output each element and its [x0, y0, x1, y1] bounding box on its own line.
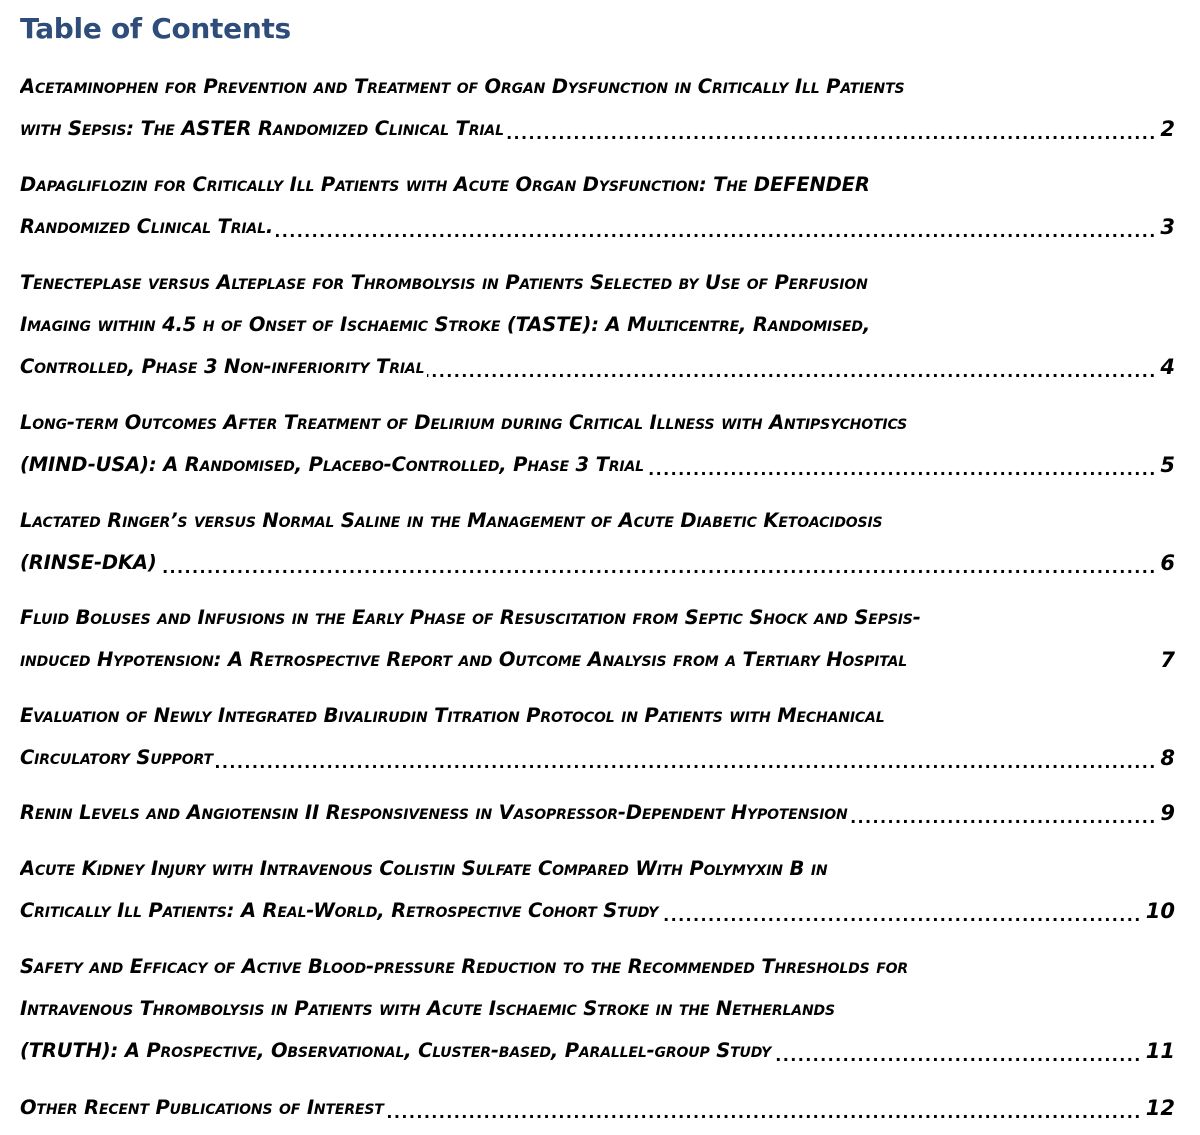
toc-entry-line	[20, 206, 1175, 248]
toc-entry-line	[20, 402, 1175, 444]
toc-entry-text: Renin Levels and Angiotensin II Responsiveness in Vasopressor-Dependent Hypotension	[20, 792, 851, 834]
toc-entry-text: Critically Ill Patients: A Real-World, Retrospective Cohort Study	[20, 890, 661, 932]
toc-entry-text: Fluid Boluses and Infusions in the Early Phase of Resuscitation from Septic Shock and Sepsis-	[20, 597, 924, 639]
page-number: 3	[1155, 206, 1175, 248]
toc-entry-text: Imaging within 4.5 h of Onset of Ischaemic Stroke (TASTE): A Multicentre, Randomised,	[20, 304, 873, 346]
toc-entry-text: Dapagliflozin for Critically Ill Patients with Acute Organ Dysfunction: The DEFENDER	[20, 164, 873, 206]
toc-entry-text: Other Recent Publications of Interest	[20, 1087, 387, 1129]
toc-entry-line	[20, 695, 1175, 737]
page-number: 6	[1155, 542, 1175, 584]
toc-entry-line	[20, 66, 1175, 108]
page-number: 10	[1141, 890, 1175, 932]
toc-entry[interactable]	[20, 1087, 1175, 1129]
toc-entry-line	[20, 1087, 1175, 1129]
toc-entry-text: Randomized Clinical Trial.	[20, 206, 276, 248]
toc-entry[interactable]	[20, 946, 1175, 1072]
page-number: 9	[1155, 792, 1175, 834]
toc-entry-line	[20, 346, 1175, 388]
toc-entry[interactable]	[20, 848, 1175, 932]
toc-entry-line	[20, 988, 1175, 1030]
toc-entry-line	[20, 500, 1175, 542]
toc-entry[interactable]	[20, 792, 1175, 834]
page-number: 8	[1155, 737, 1175, 779]
toc-entry-line	[20, 890, 1175, 932]
toc-entry-line	[20, 946, 1175, 988]
toc-entry-text: Tenecteplase versus Alteplase for Thrombolysis in Patients Selected by Use of Perfusion	[20, 262, 871, 304]
toc-entry-line	[20, 108, 1175, 150]
toc-entry-text: with Sepsis: The ASTER Randomized Clinical Trial	[20, 108, 507, 150]
toc-entry-text: Acute Kidney Injury with Intravenous Colistin Sulfate Compared With Polymyxin B in	[20, 848, 831, 890]
toc-entry-text: Long-term Outcomes After Treatment of Delirium during Critical Illness with Antipsychotics	[20, 402, 910, 444]
toc-entry-text: Lactated Ringer’s versus Normal Saline in the Management of Acute Diabetic Ketoacidosis	[20, 500, 885, 542]
toc-entry-line	[20, 542, 1175, 584]
toc-entry[interactable]	[20, 262, 1175, 388]
page-number: 2	[1155, 108, 1175, 150]
toc-entry-text: Intravenous Thrombolysis in Patients with Acute Ischaemic Stroke in the Netherlands	[20, 988, 838, 1030]
toc-entry[interactable]	[20, 695, 1175, 779]
toc-entry[interactable]	[20, 164, 1175, 248]
toc-entry-line	[20, 792, 1175, 834]
toc-entry-text: induced Hypotension: A Retrospective Report and Outcome Analysis from a Tertiary Hospital	[20, 639, 910, 681]
toc-entry-text: (TRUTH): A Prospective, Observational, Cluster-based, Parallel-group Study	[20, 1030, 774, 1072]
toc-entry-line	[20, 1030, 1175, 1072]
toc-entry-text: (MIND-USA): A Randomised, Placebo-Controlled, Phase 3 Trial	[20, 444, 647, 486]
page-number: 5	[1155, 444, 1175, 486]
toc-entry-line	[20, 444, 1175, 486]
page-number: 7	[1155, 639, 1175, 681]
toc-entry-text: (RINSE-DKA)	[20, 542, 160, 584]
toc-entry[interactable]	[20, 597, 1175, 681]
toc-entry-text: Controlled, Phase 3 Non-inferiority Trial	[20, 346, 427, 388]
toc-entry-line	[20, 164, 1175, 206]
page-title: Table of Contents	[20, 12, 291, 45]
toc-entry-text: Safety and Efficacy of Active Blood-pressure Reduction to the Recommended Thresholds for	[20, 946, 911, 988]
toc-entry-text: Acetaminophen for Prevention and Treatment of Organ Dysfunction in Critically Ill Patients	[20, 66, 907, 108]
page-number: 12	[1141, 1087, 1175, 1129]
toc-entry-text: Evaluation of Newly Integrated Bivalirudin Titration Protocol in Patients with Mechanical	[20, 695, 888, 737]
toc-entry[interactable]	[20, 402, 1175, 486]
toc-entry-line	[20, 848, 1175, 890]
toc-entry[interactable]	[20, 500, 1175, 584]
toc-entry-line	[20, 304, 1175, 346]
toc-entry-line	[20, 737, 1175, 779]
toc-entry-text: Circulatory Support	[20, 737, 216, 779]
toc-entry[interactable]	[20, 66, 1175, 150]
page-number: 11	[1141, 1030, 1175, 1072]
dot-leader	[20, 560, 1175, 576]
toc-entry-line	[20, 639, 1175, 681]
toc-entry-line	[20, 597, 1175, 639]
toc-entry-line	[20, 262, 1175, 304]
page-number: 4	[1155, 346, 1175, 388]
